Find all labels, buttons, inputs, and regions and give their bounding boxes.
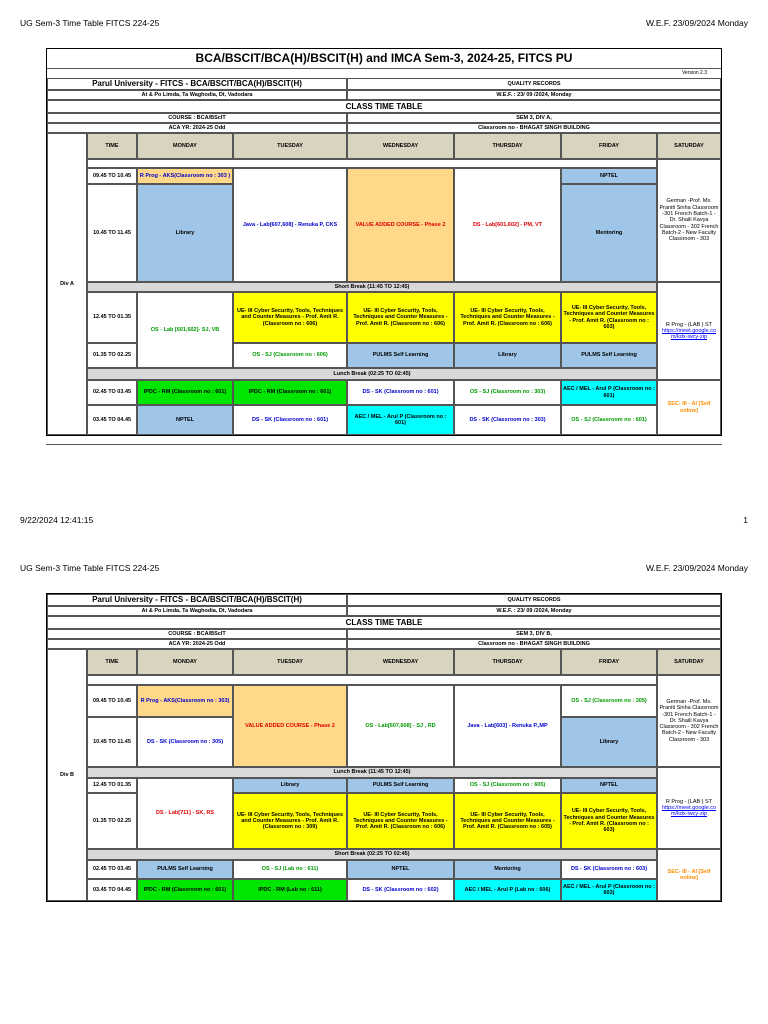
- class-cell: DS - Lab[601,602] - PM, VT: [454, 168, 561, 282]
- class-cell: NPTEL: [561, 168, 657, 184]
- page-header-right: W.E.F. 23/09/2024 Monday: [645, 563, 748, 573]
- academic-year: ACA YR: 2024-25 Odd: [47, 123, 347, 133]
- time-slot: 09.45 TO 10.45: [87, 685, 137, 717]
- class-time-table: CLASS TIME TABLE: [47, 100, 721, 113]
- header-time: TIME: [87, 649, 137, 675]
- class-cell: OS - SJ (Classroom no : 303): [454, 380, 561, 405]
- class-cell: OS - SJ (Classroom no : 305): [561, 685, 657, 717]
- class-cell: UE- III Cyber Security, Tools, Techniques and Counter Measures - Prof. Amit R. (Classroom no : 606): [347, 292, 454, 343]
- header-tuesday: TUESDAY: [233, 133, 347, 159]
- main-title: BCA/BSCIT/BCA(H)/BSCIT(H) and IMCA Sem-3, 2024-25, FITCS PU: [47, 49, 721, 69]
- lunch-break-row: Lunch Break (11:45 TO 12:45): [87, 767, 657, 778]
- quality-records: QUALITY RECORDS: [347, 78, 721, 90]
- class-cell: PULMS Self Learning: [137, 860, 233, 879]
- class-cell: UE- III Cyber Security, Tools, Techniques and Counter Measures - Prof. Amit R. (Classroom no : 309): [233, 793, 347, 849]
- class-cell: PULMS Self Learning: [561, 343, 657, 368]
- classroom-building: Classroom no - BHAGAT SINGH BUILDING: [347, 123, 721, 133]
- header-friday: FRIDAY: [561, 133, 657, 159]
- university-name: Parul University - FITCS - BCA/BSCIT/BCA(H)/BSCIT(H): [47, 78, 347, 90]
- saturday-sec: SEC- III - AI [Self online]: [657, 380, 721, 435]
- saturday-language-classes: German -Prof. Ms. Praniti Sinha Classroom -301 French Batch-1 - Dr. Shaili Kavya Classroom - 302 French Batch-2 - New Faculty Classroom - 303: [657, 159, 721, 282]
- class-cell: Library: [561, 717, 657, 767]
- saturday-r-prog-label: R Prog - (LAB ) ST: [665, 321, 713, 328]
- class-cell: UE- III Cyber Security, Tools, Techniques and Counter Measures - Prof. Amit R. (Classroom no : 606): [233, 292, 347, 343]
- header-saturday: SATURDAY: [657, 133, 721, 159]
- course-label: COURSE : BCA/BScIT: [47, 629, 347, 639]
- class-cell: OS - SJ (Classroom no : 601): [561, 405, 657, 435]
- saturday-r-prog-label: R Prog - (LAB ) ST: [665, 798, 713, 805]
- header-monday: MONDAY: [137, 133, 233, 159]
- time-slot: 12.45 TO 01.35: [87, 778, 137, 793]
- class-cell: UE- III Cyber Security, Tools, Techniques and Counter Measures - Prof. Amit R. (Classroom no : 603): [561, 292, 657, 343]
- class-cell: DS - SK (Classroom no : 305): [137, 717, 233, 767]
- wef-date: W.E.F. : 23/ 09 /2024, Monday: [347, 90, 721, 100]
- time-slot: 02.45 TO 03.45: [87, 860, 137, 879]
- class-cell: AEC / MEL - Arul P (Classroom no : 601): [561, 380, 657, 405]
- class-cell: DS - Lab[711] - SK, RS: [137, 778, 233, 849]
- header-thursday: THURSDAY: [454, 133, 561, 159]
- class-cell: Mentoring: [454, 860, 561, 879]
- print-timestamp: 9/22/2024 12:41:15: [20, 515, 94, 525]
- class-cell: DS - SK (Classroom no : 603): [561, 860, 657, 879]
- class-cell: AEC / MEL - Arul P (Classroom no : 603): [561, 879, 657, 901]
- class-cell: Mentoring: [561, 184, 657, 282]
- division-label: Div B: [47, 649, 87, 901]
- page-number: 1: [743, 515, 748, 525]
- division-label: Div A: [47, 133, 87, 435]
- meet-link[interactable]: https://meet.google.com/kdx-iwcy-zip: [661, 327, 717, 341]
- class-cell: Java - Lab[607,608] - Renuka P, CKS: [233, 168, 347, 282]
- class-cell: IPDC - RM (Lab no : 611): [233, 879, 347, 901]
- class-cell: Java - Lab[603] - Renuka P.,MP: [454, 685, 561, 767]
- class-cell: OS - SJ (Lab no : 611): [233, 860, 347, 879]
- class-cell: DS - SK (Classroom no : 303): [454, 405, 561, 435]
- time-slot: 03.45 TO 04.45: [87, 879, 137, 901]
- class-cell: DS - SK (Classroom no : 601): [233, 405, 347, 435]
- class-cell: PULMS Self Learning: [347, 343, 454, 368]
- time-slot: 09.45 TO 10.45: [87, 168, 137, 184]
- time-slot: 01.35 TO 02.25: [87, 343, 137, 368]
- class-cell: VALUE ADDED COURSE - Phase 2: [347, 168, 454, 282]
- header-thursday: THURSDAY: [454, 649, 561, 675]
- class-cell: DS - SK (Classroom no : 601): [347, 380, 454, 405]
- divider-line: [46, 444, 722, 445]
- class-cell: OS - Lab[607,608] - SJ , RD: [347, 685, 454, 767]
- saturday-language-classes: German -Prof. Ms. Praniti Sinha Classroom -301 French Batch-1 - Dr. Shaili Kavya Classroom - 302 French Batch-2 - New Faculty Classroom - 303: [657, 675, 721, 767]
- class-cell: OS - Lab [601,602]- SJ, VB: [137, 292, 233, 368]
- class-cell: NPTEL: [561, 778, 657, 793]
- class-cell: IPDC - RM (Classroom no : 601): [137, 879, 233, 901]
- saturday-r-prog: [657, 767, 721, 849]
- time-slot: 03.45 TO 04.45: [87, 405, 137, 435]
- page-header-left: UG Sem-3 Time Table FITCS 224-25: [20, 563, 160, 573]
- class-cell: Library: [233, 778, 347, 793]
- class-cell: NPTEL: [137, 405, 233, 435]
- class-cell: IPDC - RM (Classroom no : 601): [137, 380, 233, 405]
- header-wednesday: WEDNESDAY: [347, 649, 454, 675]
- wef-date: W.E.F. : 23/ 09 /2024, Monday: [347, 606, 721, 616]
- lunch-break-row: Lunch Break (02:25 TO 02:45): [87, 368, 657, 380]
- short-break-row: Short Break (02:25 TO 02:45): [87, 849, 657, 860]
- saturday-r-prog: [657, 282, 721, 380]
- timetable-div-a: [46, 48, 722, 436]
- classroom-building: Classroom no - BHAGAT SINGH BUILDING: [347, 639, 721, 649]
- class-cell: UE- III Cyber Security, Tools, Techniques and Counter Measures - Prof. Amit R. (Classroom no : 605): [454, 793, 561, 849]
- time-slot: 12.45 TO 01.35: [87, 292, 137, 343]
- class-cell: R Prog - AKS(Classroom no : 303): [137, 685, 233, 717]
- short-break-row: Short Break (11:45 TO 12:45): [87, 282, 657, 292]
- class-cell: UE- III Cyber Security, Tools, Techniques and Counter Measures - Prof. Amit R. (Classroom no : 603): [561, 793, 657, 849]
- header-tuesday: TUESDAY: [233, 649, 347, 675]
- address: At & Po Limda, Ta Waghodia, Dt, Vadodara: [47, 90, 347, 100]
- class-cell: PULMS Self Learning: [347, 778, 454, 793]
- class-cell: NPTEL: [347, 860, 454, 879]
- class-cell: AEC / MEL - Arul P (Lab no : 606): [454, 879, 561, 901]
- page-header-left: UG Sem-3 Time Table FITCS 224-25: [20, 18, 160, 28]
- class-time-table: CLASS TIME TABLE: [47, 616, 721, 629]
- course-label: COURSE : BCA/BScIT: [47, 113, 347, 123]
- class-cell: R Prog - AKS(Classroom no : 303 ): [137, 168, 233, 184]
- header-saturday: SATURDAY: [657, 649, 721, 675]
- class-cell: OS - SJ (Classroom no : 606): [233, 343, 347, 368]
- semester-div: SEM 3, DIV A,: [347, 113, 721, 123]
- time-slot: 02.45 TO 03.45: [87, 380, 137, 405]
- class-cell: Library: [137, 184, 233, 282]
- header-monday: MONDAY: [137, 649, 233, 675]
- class-cell: VALUE ADDED COURSE - Phase 2: [233, 685, 347, 767]
- header-time: TIME: [87, 133, 137, 159]
- meet-link[interactable]: https://meet.google.com/kdx-iwcy-zip: [661, 804, 717, 818]
- quality-records: QUALITY RECORDS: [347, 594, 721, 606]
- timetable-div-b: [46, 593, 722, 902]
- class-cell: UE- III Cyber Security, Tools, Techniques and Counter Measures - Prof. Amit R. (Classroom no : 606): [347, 793, 454, 849]
- time-slot: 10.45 TO 11.45: [87, 717, 137, 767]
- header-friday: FRIDAY: [561, 649, 657, 675]
- class-cell: IPDC - RM (Classroom no : 601): [233, 380, 347, 405]
- university-name: Parul University - FITCS - BCA/BSCIT/BCA(H)/BSCIT(H): [47, 594, 347, 606]
- semester-div: SEM 3, DIV B,: [347, 629, 721, 639]
- version-label: Version 2.3: [681, 69, 707, 76]
- class-cell: DS - SK (Classroom no : 602): [347, 879, 454, 901]
- class-cell: AEC / MEL - Arul P (Classroom no : 601): [347, 405, 454, 435]
- spacer-row: [87, 159, 657, 168]
- class-cell: UE- III Cyber Security, Tools, Techniques and Counter Measures - Prof. Amit R. (Classroom no : 606): [454, 292, 561, 343]
- spacer-row: [87, 675, 657, 685]
- time-slot: 10.45 TO 11.45: [87, 184, 137, 282]
- academic-year: ACA YR: 2024-25 Odd: [47, 639, 347, 649]
- header-wednesday: WEDNESDAY: [347, 133, 454, 159]
- page-header-right: W.E.F. 23/09/2024 Monday: [645, 18, 748, 28]
- class-cell: Library: [454, 343, 561, 368]
- address: At & Po Limda, Ta Waghodia, Dt, Vadodara: [47, 606, 347, 616]
- time-slot: 01.35 TO 02.25: [87, 793, 137, 849]
- saturday-sec: SEC- III - AI [Self online]: [657, 849, 721, 901]
- class-cell: OS - SJ (Classroom no : 605): [454, 778, 561, 793]
